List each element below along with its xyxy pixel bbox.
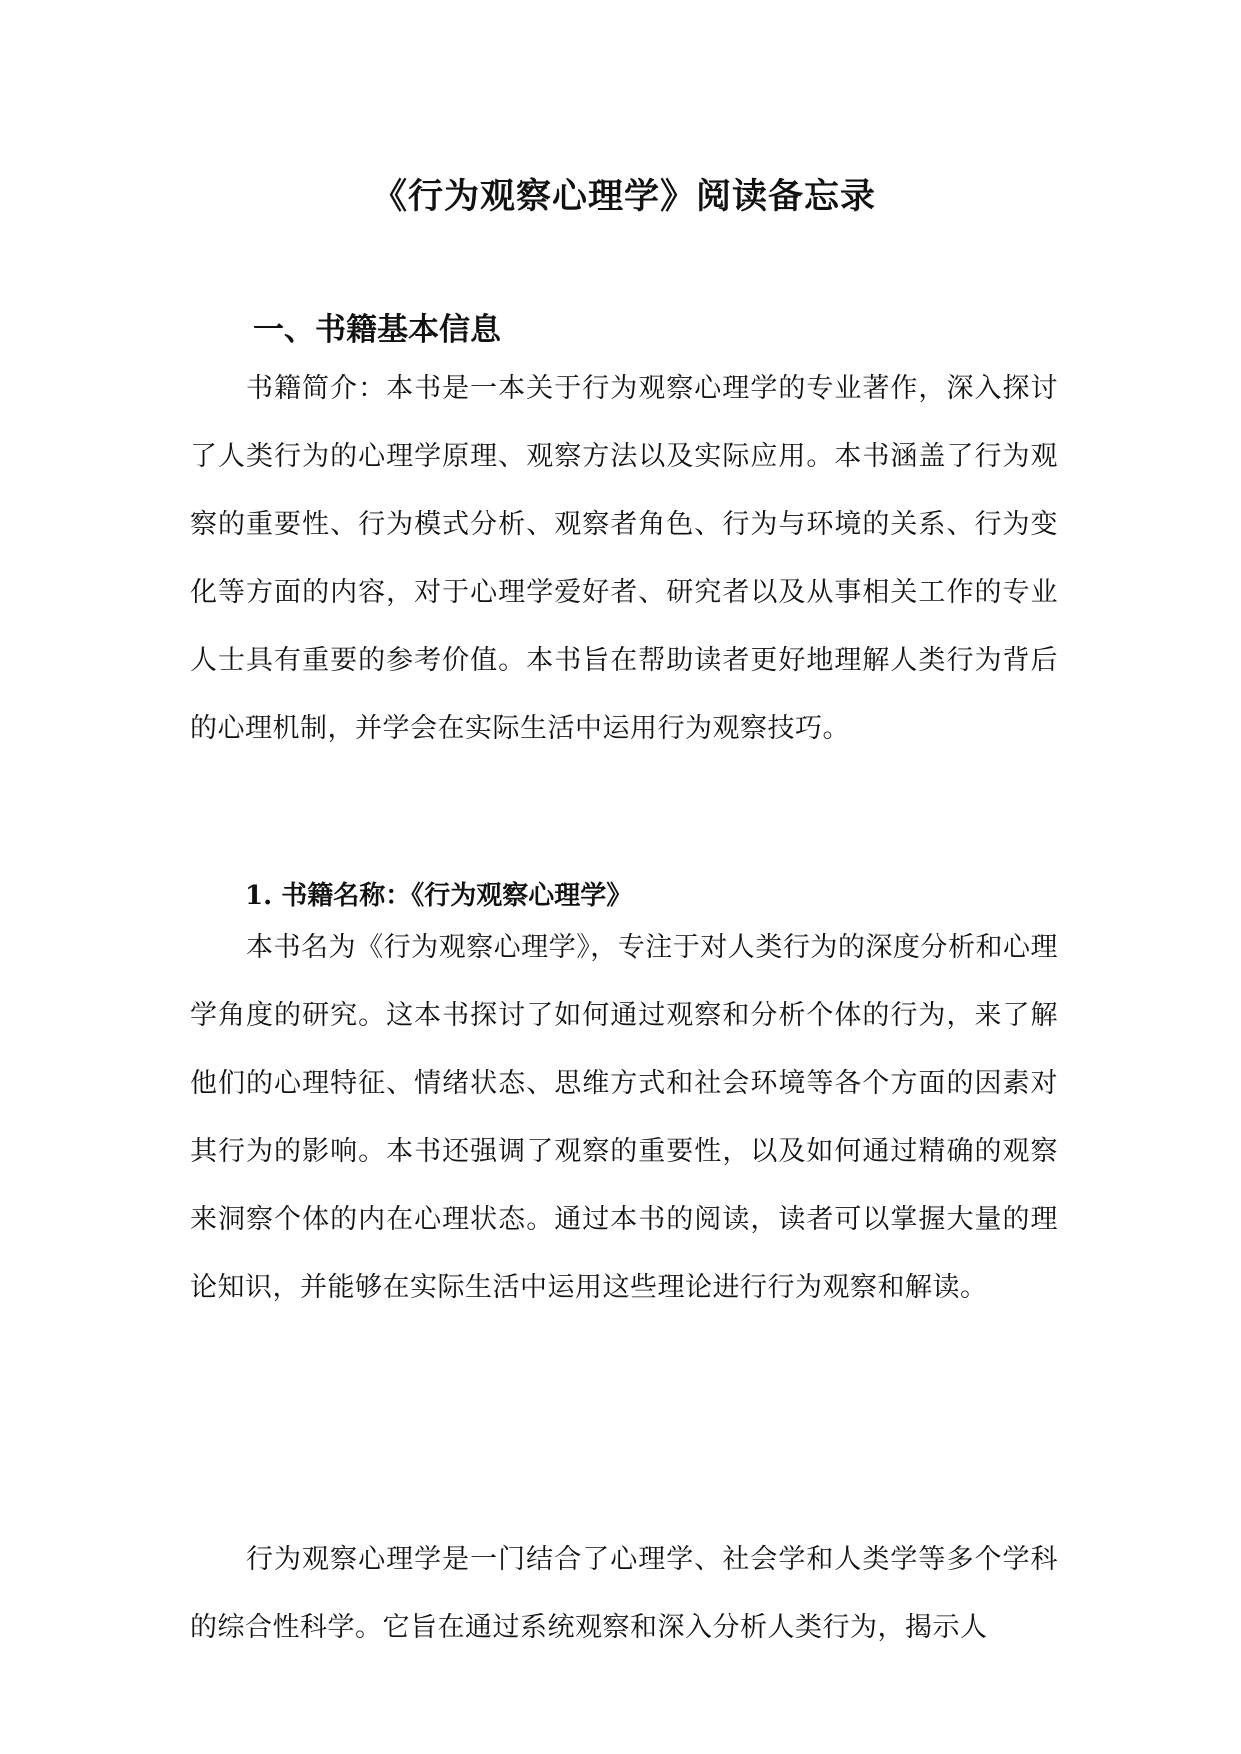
subsection-heading-book-name: 1. 书籍名称：《行为观察心理学》 <box>245 881 633 911</box>
section-heading-basic-info: 一、书籍基本信息 <box>253 311 501 348</box>
discipline-paragraph: 行为观察心理学是一门结合了心理学、社会学和人类学等多个学科的综合性科学。它旨在通过系统观察和深入分析人类行为，揭示人 <box>190 1544 1058 1643</box>
book-name-paragraph: 本书名为《行为观察心理学》，专注于对人类行为的深度分析和心理学角度的研究。这本书探讨了如何通过观察和分析个体的行为，来了解他们的心理特征、情绪状态、思维方式和社会环境等各个方面的因素对其行为的影响。本书还强调了观察的重要性，以及如何通过精确的观察来洞察个体的内在心理状态。通过本书的阅读，读者可以掌握大量的理论知识，并能够在实际生活中运用这些理论进行行为观察和解读。 <box>190 932 1058 1303</box>
book-intro-paragraph: 书籍简介：本书是一本关于行为观察心理学的专业著作，深入探讨了人类行为的心理学原理、观察方法以及实际应用。本书涵盖了行为观察的重要性、行为模式分析、观察者角色、行为与环境的关系、行为变化等方面的内容，对于心理学爱好者、研究者以及从事相关工作的专业人士具有重要的参考价值。本书旨在帮助读者更好地理解人类行为背后的心理机制，并学会在实际生活中运用行为观察技巧。 <box>190 373 1058 744</box>
document-title: 《行为观察心理学》阅读备忘录 <box>371 176 876 218</box>
